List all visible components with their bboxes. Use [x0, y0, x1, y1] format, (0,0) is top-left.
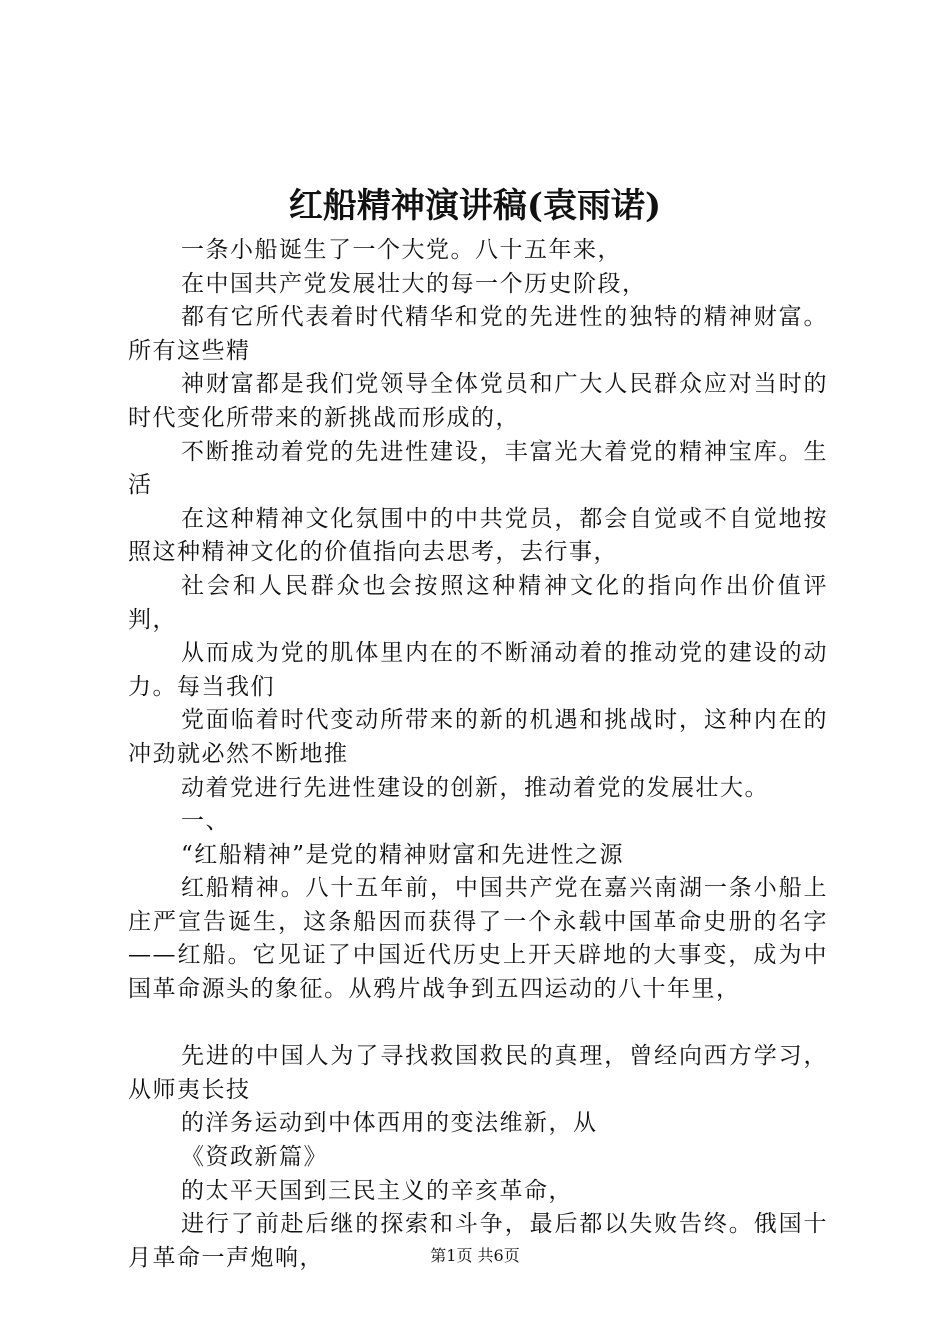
- document-body: [128, 234, 828, 1275]
- page-footer: 第1页 共6页: [430, 1246, 520, 1265]
- paragraph: 红船精神。八十五年前，中国共产党在嘉兴南湖一条小船上庄严宣告诞生，这条船因而获得了一个永载中国革命史册的名字——红船。它见证了中国近代历史上开天辟地的大事变，成为中国革命源头的象征。从鸦片战争到五四运动的八十年里，: [128, 875, 828, 1003]
- section-number: 一、: [181, 808, 230, 835]
- paragraph: 在这种精神文化氛围中的中共党员，都会自觉或不自觉地按照这种精神文化的价值指向去思考，去行事，: [128, 505, 828, 566]
- paragraph: 在中国共产党发展壮大的每一个历史阶段，: [181, 270, 647, 297]
- paragraph: 从而成为党的肌体里内在的不断涌动着的推动党的建设的动力。每当我们: [128, 640, 828, 700]
- paragraph: 的太平天国到三民主义的辛亥革命，: [181, 1177, 573, 1204]
- paragraph: 动着党进行先进性建设的创新，推动着党的发展壮大。: [181, 774, 769, 801]
- section-heading: “红船精神”是党的精神财富和先进性之源: [181, 841, 625, 868]
- paragraph: 一条小船诞生了一个大党。八十五年来，: [181, 237, 622, 263]
- paragraph: 先进的中国人为了寻找救国救民的真理，曾经向西方学习，从师夷长技: [128, 1043, 828, 1103]
- paragraph: 不断推动着党的先进性建设，丰富光大着党的精神宝库。生活: [128, 438, 828, 499]
- paragraph: 《资政新篇》: [181, 1144, 328, 1171]
- paragraph: 进行了前赴后继的探索和斗争，最后都以失败告终。俄国十月革命一声炮响，: [128, 1211, 828, 1271]
- paragraph-spacer: [128, 1007, 828, 1041]
- paragraph: 都有它所代表着时代精华和党的先进性的独特的精神财富。所有这些精: [128, 304, 828, 364]
- paragraph: 神财富都是我们党领导全体党员和广大人民群众应对当时的时代变化所带来的新挑战而形成的，: [128, 371, 828, 431]
- document-title: 红船精神演讲稿(袁雨诺): [288, 186, 662, 226]
- paragraph: 的洋务运动到中体西用的变法维新，从: [181, 1110, 598, 1137]
- paragraph: 社会和人民群众也会按照这种精神文化的指向作出价值评判，: [128, 572, 828, 633]
- paragraph: 党面临着时代变动所带来的新的机遇和挑战时，这种内在的冲劲就必然不断地推: [128, 707, 828, 767]
